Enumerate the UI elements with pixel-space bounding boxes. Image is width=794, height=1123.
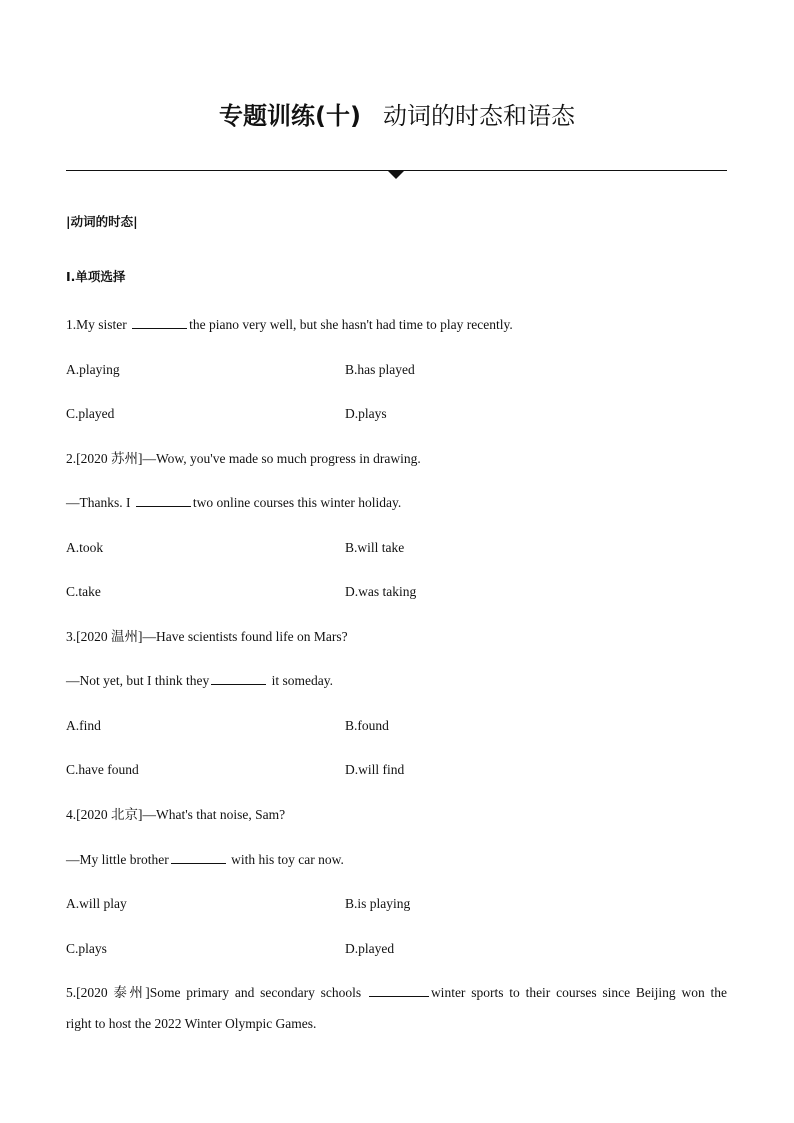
- question-5: 5.[2020 泰州]Some primary and secondary schools winter sports to their courses since Beijing won the: [66, 985, 727, 1000]
- question-4-answer-line: —My little brother with his toy car now.: [66, 852, 344, 867]
- option-3a: A.find: [66, 718, 101, 733]
- answer-blank: [136, 494, 191, 507]
- option-3c: C.have found: [66, 762, 139, 777]
- question-3-answer-line: —Not yet, but I think they it someday.: [66, 673, 333, 688]
- option-1a: A.playing: [66, 362, 120, 377]
- option-4c: C.plays: [66, 941, 107, 956]
- question-2-answer-line: —Thanks. I two online courses this winter holiday.: [66, 495, 402, 510]
- part-heading: Ⅰ.单项选择: [66, 269, 126, 284]
- option-4a: A.will play: [66, 896, 127, 911]
- divider-triangle-icon: [388, 171, 404, 179]
- answer-blank: [171, 851, 226, 864]
- question-5-line-2: right to host the 2022 Winter Olympic Games.: [66, 1016, 317, 1031]
- option-2c: C.take: [66, 584, 101, 599]
- option-2a: A.took: [66, 540, 104, 555]
- title-sub: 动词的时态和语态: [382, 102, 575, 130]
- option-1c: C.played: [66, 406, 115, 421]
- option-2d: D.was taking: [345, 584, 417, 599]
- option-2b: B.will take: [345, 540, 405, 555]
- option-4b: B.is playing: [345, 896, 411, 911]
- page-title: [0, 96, 794, 131]
- option-1d: D.plays: [345, 406, 387, 421]
- option-3b: B.found: [345, 718, 389, 733]
- section-heading: |动词的时态|: [66, 214, 138, 229]
- question-4: 4.[2020 北京]—What's that noise, Sam?: [66, 807, 286, 822]
- option-4d: D.played: [345, 941, 395, 956]
- answer-blank: [132, 316, 187, 329]
- question-3: 3.[2020 温州]—Have scientists found life on Mars?: [66, 629, 348, 644]
- answer-blank: [211, 672, 266, 685]
- title-main: 专题训练(十): [219, 102, 361, 130]
- option-3d: D.will find: [345, 762, 405, 777]
- question-2: 2.[2020 苏州]—Wow, you've made so much progress in drawing.: [66, 451, 421, 466]
- option-1b: B.has played: [345, 362, 415, 377]
- answer-blank: [369, 984, 429, 997]
- question-1: 1.My sister the piano very well, but she hasn't had time to play recently.: [66, 317, 513, 332]
